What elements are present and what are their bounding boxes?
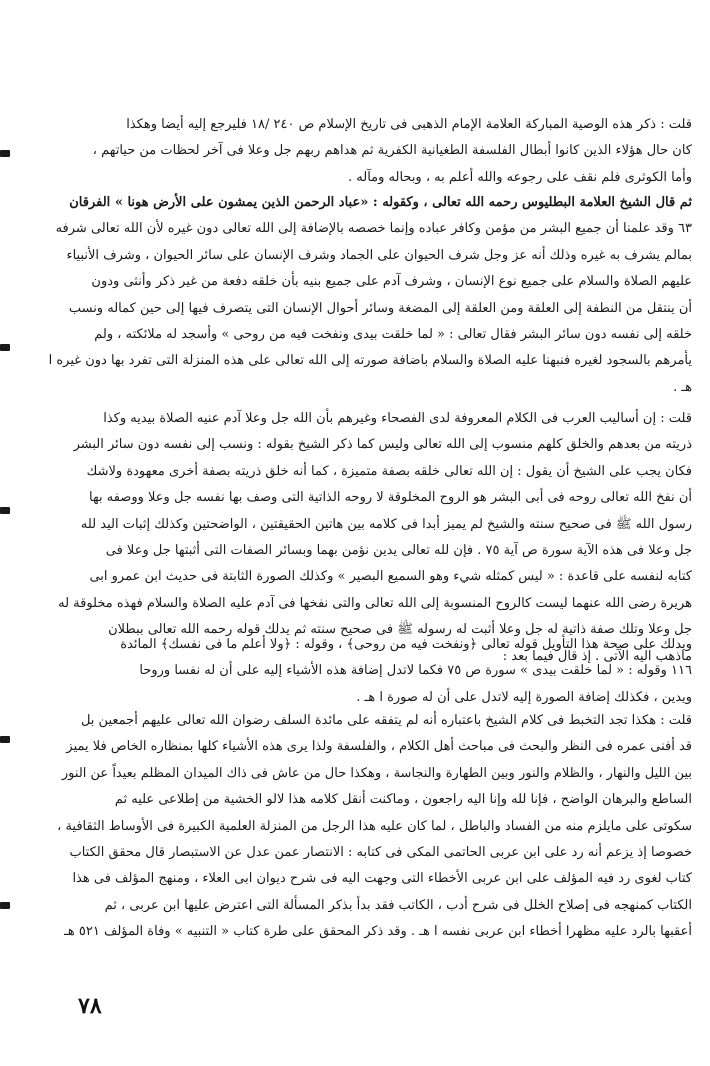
text-line: هـ .	[673, 379, 692, 395]
text-line: ماذهب اليه الآتى . إذ قال فيما بعد :	[502, 648, 692, 664]
paragraph-3	[58, 406, 692, 670]
text-line: جل وعلا فى هذه الآية سورة ص آية ٧٥ . فإن لله تعالى يدين نؤمن بهما وبسائر الصفات التى أثبتها جل وعلا فى	[105, 542, 692, 558]
text-line: أن ينتقل من النطفة إلى العلقة ومن العلقة إلى المضغة وسائر أحوال الإنسان التى يتصرف فيها إلى حين كماله ونسب	[68, 300, 692, 316]
text-line: أعقبها بالرد عليه مظهرا أخطاء ابن عربى نفسه ا هـ . وقد ذكر المحقق على طرة كتاب « التنبيه » وفاة المؤلف ٥٢١ هـ	[64, 924, 692, 940]
text-line: ١١٦ وقوله : « لما خلقت بيدى » سورة ص ٧٥ فكما لاتدل إضافة هذه الأشياء إليه على أن له نفسا وروحا	[139, 663, 692, 679]
text-line: قلت : إن أساليب العرب فى الكلام المعروفة لدى الفصحاء وغيرهم بأن الله جل وعلا آدم عنيه الصلاة بيديه وكذا	[103, 411, 692, 426]
text-line: خصوصا إذ يزعم أنه رد على ابن عربى الحاتمى المكى فى كتابه : الانتصار عمن عدل عن الاستبصار قال محقق الكتاب	[69, 844, 692, 860]
text-line: وأما الكوثرى فلم نقف على رجوعه والله أعلم به ، وبحاله ومآله .	[348, 169, 692, 185]
text-line: أن نفخ الله تعالى روحه فى أبى البشر هو الروح المخلوقة لا روحه الذاتية التى وصف بها نفسه جل وعلا ووصفه بها	[89, 490, 692, 506]
text-line: عليهم الصلاة والسلام على جميع نوع الإنسان ، وشرف آدم على جميع بنيه بأن خلقه دفعة من غير ذكر وأنثى ودون	[91, 274, 692, 290]
text-line: ويدلك على صحة هذا التأويل قوله تعالى ﴿ونفخت فيه من روحى﴾ ، وقوله : ﴿ولا أعلم ما فى نفسك﴾ المائدة	[120, 637, 692, 652]
text-line: ويدين ، فكذلك إضافة الصورة إليه لاتدل على أن له صورة ا هـ .	[356, 689, 692, 705]
margin-tab-mark	[0, 507, 10, 514]
text-line: ذريته من بعدهم والخلق كلهم منسوب إلى الله تعالى وليس كما ذكر الشيخ بقوله : ونسب إلى نفسه دون سائر البشر	[73, 437, 692, 453]
margin-tab-mark	[0, 736, 10, 743]
page-number: ٧٨	[78, 993, 102, 1019]
text-line: رسول الله ﷺ فى صحيح سنته والشيخ لم يميز أبدا فى كلامه بين هاتين الحقيقتين ، الواضحتين وكذلك إثبات اليد لله	[80, 516, 692, 532]
text-line: كتاب لغوى رد فيه المؤلف على ابن عربى الأخطاء التى وجهت اليه فى شرح ديوان ابى العلاء ، ومنهج المؤلف فى هذا	[72, 871, 692, 887]
paragraph-2	[48, 190, 692, 401]
text-line: كتابه لنفسه على قاعدة : « ليس كمثله شيء وهو السميع البصير » وكذلك الصورة الثابتة فى حديث ابن عمرو ابى	[89, 569, 692, 585]
text-line: قلت : ذكر هذه الوصية المباركة العلامة الإمام الذهبى فى تاريخ الإسلام ص ٢٤٠ /١٨ فليرجع إليه أيضا وهكذا	[126, 117, 692, 132]
paragraph-5	[57, 708, 692, 946]
text-line: ٦٣ وقد علمنا أن جميع البشر من مؤمن وكافر عباده وإنما خصصه بالإضافة إلى الله تعالى دون غيره لأن الله تعالى شرفه	[55, 221, 692, 237]
text-line: ثم قال الشيخ العلامة البطليوس رحمه الله تعالى ، وكقوله : «عباد الرحمن الذين يمشون على الأرض هونا » الفرقان	[69, 195, 692, 210]
text-line: بين الليل والنهار ، والظلام والنور وبين الطهارة والنجاسة ، وهكذا حال من عاش فى ذاك الميدان المظلم بعيداً عن النور	[61, 765, 692, 781]
text-line: بمالم يشرف به غيره وذلك أنه عز وجل شرف الحيوان على الجماد وشرف الإنسان على سائر الحيوان ، وشرف الأنبياء	[66, 247, 692, 263]
text-line: هريرة رضى الله عنهما ليست كالروح المنسوبة إلى الله تعالى والتى نفخها فى آدم عليه الصلاة والسلام فهذه مخلوقة له	[58, 595, 692, 611]
paragraph-4	[72, 632, 692, 711]
text-line: قلت : هكذا تجد التخبط فى كلام الشيخ باعتباره أنه لم يتفقه على مائدة السلف رضوان الله تعالى عليهم أجمعين بل	[80, 713, 692, 728]
margin-tab-mark	[0, 344, 10, 351]
text-line: فكان يجب على الشيخ أن يقول : إن الله تعالى خلقه بصفة متميزة ، كما أنه خلق ذريته بصفة أخرى معهودة ولاشك	[86, 463, 692, 479]
text-line: خلقه إلى نفسه دون سائر البشر فقال تعالى : « لما خلقت بيدى ونفخت فيه من روحى » وأسجد له ملائكته ، ولم	[94, 326, 692, 342]
text-line: سكوتى على مايلزم منه من الفساد والباطل ، لما كان عليه هذا الرجل من المنزلة العلمية الكبيرة فى الأوساط الثقافية ،	[57, 818, 692, 834]
text-line: الكتاب كمنهجه فى إصلاح الخلل فى شرح أدب ، الكاتب فقد بدأ بذكر المسألة التى اعترض عليها ابن عربى ، ثم	[104, 897, 692, 913]
text-line: قد أفنى عمره فى النظر والبحث فى مباحث أهل الكلام ، والفلسفة ولذا يرى هذه الأشياء كلها بمنظاره الخاص فلا يميز	[66, 739, 692, 755]
text-line: جل وعلا وتلك صفة ذاتية له جل وعلا أثبت له رسوله ﷺ فى صحيح سنته ثم يدلك قوله رحمه الله تعالى ببطلان	[108, 622, 692, 638]
text-line: الساطع والبرهان الواضح ، فإنا لله وإنا اليه راجعون ، وماكنت أنقل كلامه هذا لالو الخشية من إطلاعى عليه ثم	[114, 792, 692, 808]
text-line: يأمرهم بالسجود لغيره فنبهنا عليه الصلاة والسلام باضافة صورته إلى الله تعالى على هذه المنزلة التى تفرد بها دون غيره ا	[48, 353, 692, 369]
margin-tab-mark	[0, 902, 10, 909]
paragraph-1	[72, 112, 692, 191]
text-line: كان حال هؤلاء الذين كانوا أبطال الفلسفة الطغيانية الكفرية ثم هداهم ربهم جل وعلا فى آخر لحظات من حياتهم ،	[92, 143, 692, 159]
margin-tab-mark	[0, 150, 10, 157]
